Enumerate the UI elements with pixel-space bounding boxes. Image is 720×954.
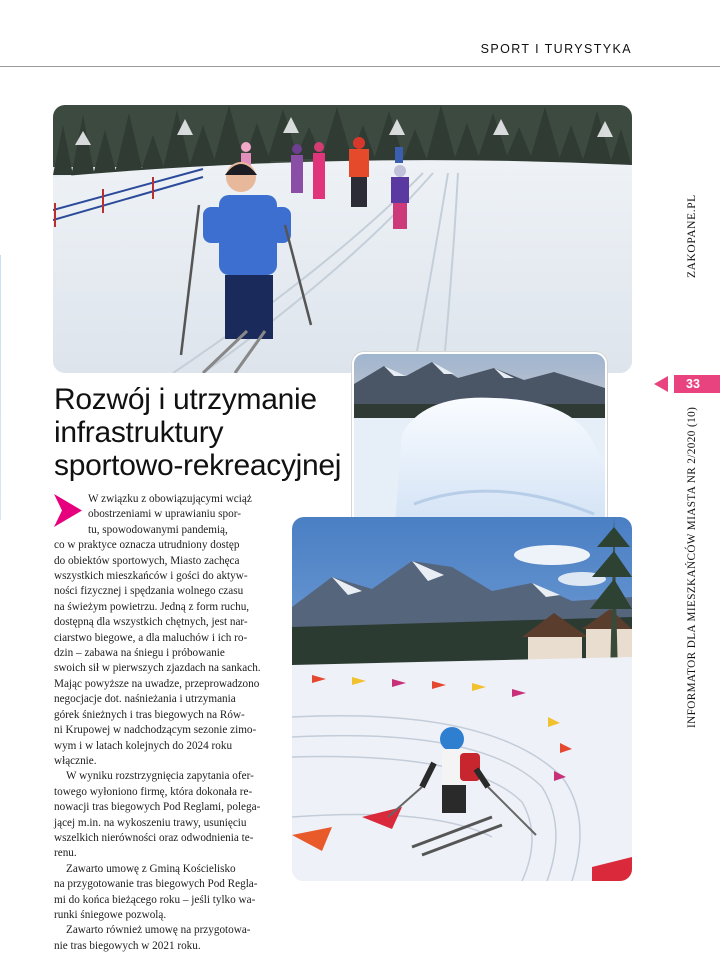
text-line: ciarstwo biegowe, a dla maluchów i ich ro- bbox=[54, 631, 248, 644]
text-line: Mając powyższe na uwadze, przeprowadzono bbox=[54, 677, 260, 690]
page-number: 33 bbox=[686, 377, 700, 391]
site-url: ZAKOPANE.PL bbox=[686, 194, 698, 278]
text-line: renu. bbox=[54, 847, 77, 860]
text-line: ności fizycznej i spędzania wolnego czasu bbox=[54, 585, 244, 598]
article-body bbox=[54, 492, 280, 954]
magazine-issue: INFORMATOR DLA MIESZKAŃCÓW MIASTA NR 2/2020 (10) bbox=[686, 406, 698, 728]
text-line: wym i w latach kolejnych do 2024 roku bbox=[54, 739, 233, 752]
text-line: W wyniku rozstrzygnięcia zapytania ofer- bbox=[66, 770, 254, 783]
text-line: włącznie. bbox=[54, 754, 97, 767]
article-title bbox=[54, 383, 354, 482]
text-line: mi do końca bieżącego roku – jeśli tylko wa- bbox=[54, 893, 256, 906]
page-edge-ribbon bbox=[0, 255, 1, 520]
text-line: obostrzeniami w uprawianiu spor- bbox=[88, 508, 241, 521]
text-line: towego wyłoniono firmę, która dokonała re- bbox=[54, 785, 253, 798]
text-line: jącej m.in. na wykoszeniu trawy, usunięciu bbox=[54, 816, 247, 829]
photo-children-skiing bbox=[53, 105, 632, 373]
text-line: ni Krupowej w nadchodzącym sezonie zimo- bbox=[54, 724, 257, 737]
text-line: dostępną dla wszystkich chętnych, jest nar- bbox=[54, 616, 248, 629]
text-line: swoich sił w pierwszych zjazdach na sankach. bbox=[54, 662, 261, 675]
text-line: na przygotowanie tras biegowych Pod Regla- bbox=[54, 878, 258, 891]
text-line: negocjacje dot. naśnieżania i utrzymania bbox=[54, 693, 236, 706]
photo-child-racing bbox=[292, 517, 632, 881]
section-label: SPORT I TURYSTYKA bbox=[480, 42, 632, 56]
text-line: Zawarto również umowę na przygotowa- bbox=[66, 924, 251, 937]
text-line: nowacji tras biegowych Pod Reglami, polega- bbox=[54, 801, 261, 814]
text-line: wszystkich mieszkańców i gości do aktyw- bbox=[54, 570, 248, 583]
text-line: W związku z obowiązującymi wciąż bbox=[88, 493, 252, 505]
text-line: runki śniegowe pozwolą. bbox=[54, 908, 167, 921]
text-line: na świeżym powietrzu. Jedną z form ruchu, bbox=[54, 600, 250, 613]
text-line: do obiektów sportowych, Miasto zachęca bbox=[54, 554, 240, 567]
text-line: nie tras biegowych w 2021 roku. bbox=[54, 939, 201, 952]
photo-snow-mound bbox=[352, 352, 607, 539]
title-line: Rozwój i utrzymanie bbox=[54, 383, 317, 416]
header-divider bbox=[0, 66, 720, 67]
text-line: górek śnieżnych i tras biegowych na Rów- bbox=[54, 708, 245, 721]
text-line: wszelkich nierówności oraz odwodnienia te- bbox=[54, 831, 254, 844]
title-line: sportowo-rekreacyjnej bbox=[54, 449, 342, 482]
text-line: dzin – zabawa na śniegu i próbowanie bbox=[54, 647, 225, 660]
text-line: Zawarto umowę z Gminą Kościelisko bbox=[66, 862, 236, 875]
title-line: infrastruktury bbox=[54, 416, 224, 449]
text-line: co w praktyce oznacza utrudniony dostęp bbox=[54, 539, 240, 552]
text-line: tu, spowodowanymi pandemią, bbox=[88, 523, 228, 536]
